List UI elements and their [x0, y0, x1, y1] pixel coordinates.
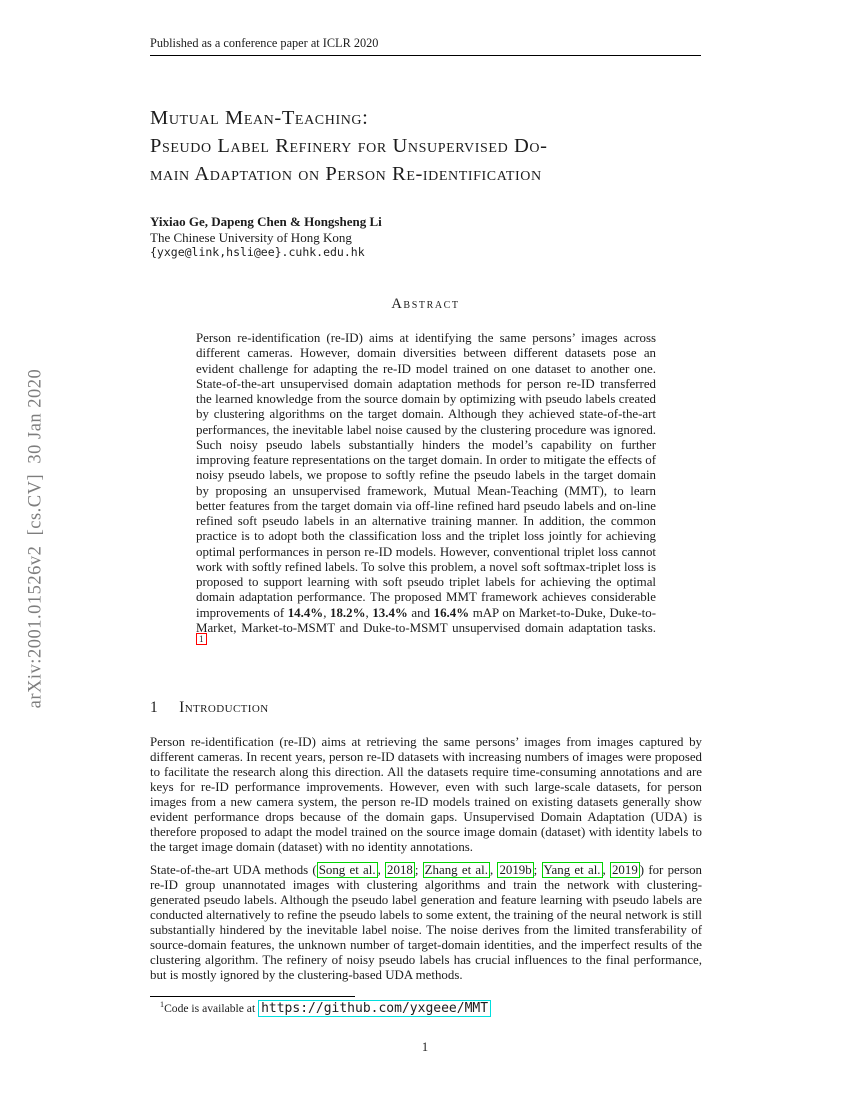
text-run: Person re-identification (re-ID) aims at identifying the same persons’ images across different cameras. However, domain diversities between different datasets pose an evident challenge for adapting the re-ID model trained on one dataset to another one. State-of-the-art unsupervised domain adaptation methods for person re-ID transferred the learned knowledge from the source domain by optimizing with pseudo labels created by clustering algorithms on the target domain. Although they achieved state-of-the-art performances, the inevitable label noise caused by the clustering procedure was ignored. Such noisy pseudo labels substantially hinders the model’s capability on further improving feature representations on the target domain. In order to mitigate the effects of noisy pseudo labels, we propose to softly refine the pseudo labels in the target domain by proposing an unsupervised framework, Mutual Mean-Teaching (MMT), to learn better features from the target domain via off-line refined hard pseudo labels and on-line refined soft pseudo labels in an alternative training manner. In addition, the common practice is to adopt both the classification loss and the triplet loss jointly for achieving optimal performances in person re-ID models. However, conventional triplet loss cannot work with softly refined labels. To solve this problem, a novel soft softmax-triplet loss is proposed to support learning with soft pseudo triplet labels for achieving the optimal domain adaptation performance. The proposed MMT framework achieves considerable improvements of	[196, 331, 656, 620]
citation-link[interactable]: 2018	[387, 863, 413, 877]
bold-text: 18.2%	[330, 605, 366, 620]
text-run: ;	[533, 863, 542, 877]
title-line-2: Pseudo Label Refinery for Unsupervised Do-	[150, 135, 548, 158]
text-run: mAP on Market-to-Duke, Duke-to-Market, Market-to-MSMT and Duke-to-MSMT unsupervised domain adaptation tasks.	[196, 605, 656, 635]
section-number: 1	[150, 699, 159, 716]
footnote-marker: 1	[160, 1000, 165, 1010]
citation-link[interactable]: Zhang et al.	[424, 863, 488, 877]
text-run: Code is available at	[164, 1002, 259, 1015]
author-emails: {yxge@link,hsli@ee}.cuhk.edu.hk	[150, 245, 365, 260]
text-run: ,	[602, 863, 610, 877]
text-run: ;	[414, 863, 423, 877]
bold-text: 14.4%	[287, 605, 324, 620]
intro-paragraph-2	[150, 863, 702, 983]
author-affiliation: The Chinese University of Hong Kong	[150, 229, 352, 245]
header-rule	[150, 55, 701, 56]
intro-paragraph-1: Person re-identification (re-ID) aims at retrieving the same persons’ images from images captured by different cameras. In recent years, person re-ID datasets with increasing numbers of images were proposed to facilitate the research along this direction. All the datasets require time-consuming annotations and are keys for re-ID performance improvements. However, even with such large-scale datasets, for person images from a new camera system, the person re-ID models trained on existing datasets generally show evident performance drops because of the domain gaps. Unsupervised Domain Adaptation (UDA) is therefore proposed to adapt the model trained on the source image domain (dataset) with identity labels to the target image domain (dataset) with no identity annotations.	[150, 735, 702, 855]
text-run: ,	[489, 863, 498, 877]
title-line-1: Mutual Mean-Teaching:	[150, 107, 369, 129]
bold-text: 13.4%	[372, 605, 408, 620]
abstract-heading: Abstract	[391, 296, 460, 312]
text-run: ,	[377, 863, 386, 877]
section-title: Introduction	[179, 699, 269, 716]
footnote-rule	[150, 996, 355, 997]
text-run: ,	[365, 605, 373, 620]
citation-link[interactable]: Song et al.	[318, 863, 376, 877]
text-run: State-of-the-art UDA methods (	[150, 863, 317, 877]
author-names: Yixiao Ge, Dapeng Chen & Hongsheng Li	[150, 214, 382, 229]
page-number: 1	[421, 1040, 429, 1054]
footnote-ref-marker[interactable]: 1	[196, 633, 207, 645]
authors-block	[150, 214, 382, 261]
footnote-text	[150, 1001, 701, 1016]
section-heading-introduction	[150, 699, 269, 717]
paper-title	[150, 104, 710, 189]
text-run: ,	[323, 605, 331, 620]
citation-link[interactable]: 2019	[611, 863, 638, 877]
text-run: ) for person re-ID group unannotated images with clustering algorithms and train the network with clustering-generated pseudo labels. Although the pseudo label generation and feature learning with pseudo labels are conducted alternatively to refine the pseudo labels to some extent, the training of the neural network is still substantially hindered by the inevitable label noise. The noise derives from the limited transferability of source-domain features, the unknown number of target-domain identities, and the imperfect results of the clustering algorithm. The refinery of noisy pseudo labels has crucial influences to the final performance, but is mostly ignored by the clustering-based UDA methods.	[150, 863, 702, 983]
arxiv-watermark: arXiv:2001.01526v2 [cs.CV] 30 Jan 2020	[25, 368, 46, 709]
abstract-text	[196, 331, 656, 651]
url-link[interactable]: https://github.com/yxgeee/MMT	[258, 1000, 491, 1017]
citation-link[interactable]: Yang et al.	[543, 863, 601, 877]
bold-text: 16.4%	[433, 605, 470, 620]
citation-link[interactable]: 2019b	[499, 863, 532, 877]
conference-header: Published as a conference paper at ICLR 2020	[150, 36, 379, 50]
title-line-3: main Adaptation on Person Re-identification	[150, 163, 542, 186]
text-run: and	[407, 605, 434, 620]
